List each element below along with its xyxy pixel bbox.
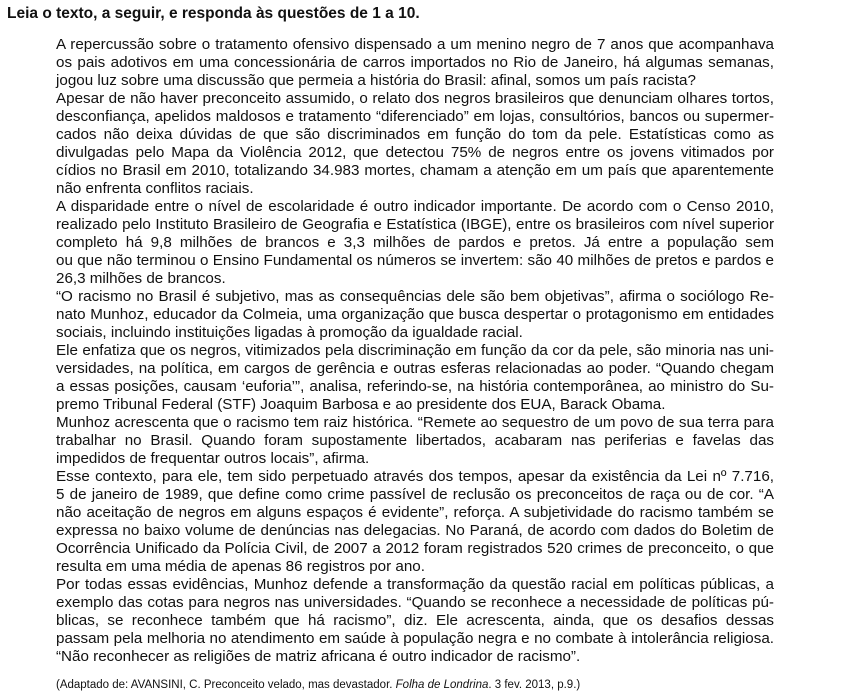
text-line: ou que não terminou o Ensino Fundamental os números se invertem: são 40 milhões de pretos e pardos e bbox=[56, 252, 774, 269]
text-line: sociais, incluindo instituições ligadas à promoção da igualdade racial. bbox=[56, 324, 523, 341]
text-line: exemplo das cotas para negros nas universidades. “Quando se reconhece a necessidade de políticas pú- bbox=[56, 594, 774, 611]
text-line: trabalhar no Brasil. Quando foram supostamente libertados, acabaram nas periferias e favelas das bbox=[56, 432, 774, 449]
paragraph-5 bbox=[56, 342, 774, 414]
text-line: cídios no Brasil em 2010, totalizando 34.983 mortes, chamam a atenção em um país que aparentemente bbox=[56, 162, 774, 179]
text-line: impedidos de frequentar outros locais”, afirma. bbox=[56, 450, 370, 467]
paragraph-6 bbox=[56, 414, 774, 468]
text-line: Por todas essas evidências, Munhoz defende a transformação da questão racial em políticas públicas, a bbox=[56, 576, 774, 593]
text-line: resulta em uma média de apenas 86 registros por ano. bbox=[56, 558, 425, 575]
text-line: Apesar de não haver preconceito assumido, o relato dos negros brasileiros que denunciam olhares tortos, bbox=[56, 90, 774, 107]
text-line: desconfiança, apelidos maldosos e tratamento “diferenciado” em lojas, consultórios, bancos ou supermer- bbox=[56, 108, 774, 125]
text-line: 26,3 milhões de brancos. bbox=[56, 270, 226, 287]
paragraph-4 bbox=[56, 288, 774, 342]
paragraph-1 bbox=[56, 36, 774, 90]
paragraph-8 bbox=[56, 576, 774, 666]
text-line: cados não deixa dúvidas de que são discriminados em função do tom da pele. Estatísticas como as bbox=[56, 126, 774, 143]
text-line: “Não reconhecer as religiões de matriz africana é outro indicador de racismo”. bbox=[56, 648, 581, 665]
text-line: a essas posições, causam ‘euforia’”, analisa, referindo-se, na história contemporânea, ao ministro do Su- bbox=[56, 378, 774, 395]
text-line: versidades, na política, em cargos de gerência e outras esferas relacionadas ao poder. “Quando chegam bbox=[56, 360, 774, 377]
text-line: realizado pelo Instituto Brasileiro de Geografia e Estatística (IBGE), entre os brasileiros com nível superior bbox=[56, 216, 774, 233]
source-journal: Folha de Londrina bbox=[395, 679, 489, 691]
source-citation bbox=[56, 679, 580, 691]
paragraph-3 bbox=[56, 198, 774, 288]
article-text bbox=[56, 36, 774, 666]
text-line: os pais adotivos em uma concessionária de carros importados no Rio de Janeiro, há algumas semanas, bbox=[56, 54, 774, 71]
text-line: completo há 9,8 milhões de brancos e 3,3 milhões de pardos e pretos. Já entre a população sem bbox=[56, 234, 774, 251]
text-line: Ele enfatiza que os negros, vitimizados pela discriminação em função da cor da pele, são minoria nas uni- bbox=[56, 342, 774, 359]
text-line: jogou luz sobre uma discussão que permeia a história do Brasil: afinal, somos um país racista? bbox=[56, 72, 696, 89]
text-line: nato Munhoz, educador da Colmeia, uma organização que busca despertar o protagonismo em entidades bbox=[56, 306, 774, 323]
text-line: não enfrenta conflitos raciais. bbox=[56, 180, 254, 197]
instruction-heading: Leia o texto, a seguir, e responda às questões de 1 a 10. bbox=[7, 5, 420, 22]
text-line: “O racismo no Brasil é subjetivo, mas as consequências dele são bem objetivas”, afirma o sociólogo Re- bbox=[56, 288, 774, 305]
text-line: expressa no baixo volume de denúncias nas delegacias. No Paraná, de acordo com dados do Boletim de bbox=[56, 522, 774, 539]
text-line: A repercussão sobre o tratamento ofensivo dispensado a um menino negro de 7 anos que acompanhava bbox=[56, 36, 774, 53]
paragraph-7 bbox=[56, 468, 774, 576]
text-line: Ocorrência Unificado da Polícia Civil, de 2007 a 2012 foram registrados 520 crimes de preconceito, o que bbox=[56, 540, 774, 557]
source-suffix: . 3 fev. 2013, p.9.) bbox=[488, 679, 581, 691]
text-line: não aceitação de negros em alguns espaços é evidente”, reforça. A subjetividade do racismo também se bbox=[56, 504, 774, 521]
text-line: A disparidade entre o nível de escolaridade é outro indicador importante. De acordo com o Censo 2010, bbox=[56, 198, 774, 215]
source-prefix: (Adaptado de: AVANSINI, C. Preconceito velado, mas devastador. bbox=[56, 679, 396, 691]
text-line: 5 de janeiro de 1989, que define como crime passível de reclusão os preconceitos de raça ou de cor. “A bbox=[56, 486, 774, 503]
text-line: passam pela melhoria no atendimento em saúde à população negra e no combate à intolerância religiosa. bbox=[56, 630, 774, 647]
text-line: premo Tribunal Federal (STF) Joaquim Barbosa e ao presidente dos EUA, Barack Obama. bbox=[56, 396, 666, 413]
text-line: blicas, se reconhece também que há racismo”, diz. Ele acrescenta, ainda, que os desafios dessas bbox=[56, 612, 774, 629]
text-line: divulgadas pelo Mapa da Violência 2012, que detectou 75% de negros entre os jovens vitimados por bbox=[56, 144, 774, 161]
text-line: Munhoz acrescenta que o racismo tem raiz histórica. “Remete ao sequestro de um povo de sua terra para bbox=[56, 414, 774, 431]
paragraph-2 bbox=[56, 90, 774, 198]
text-line: Esse contexto, para ele, tem sido perpetuado através dos tempos, apesar da existência da Lei nº 7.716, bbox=[56, 468, 774, 485]
